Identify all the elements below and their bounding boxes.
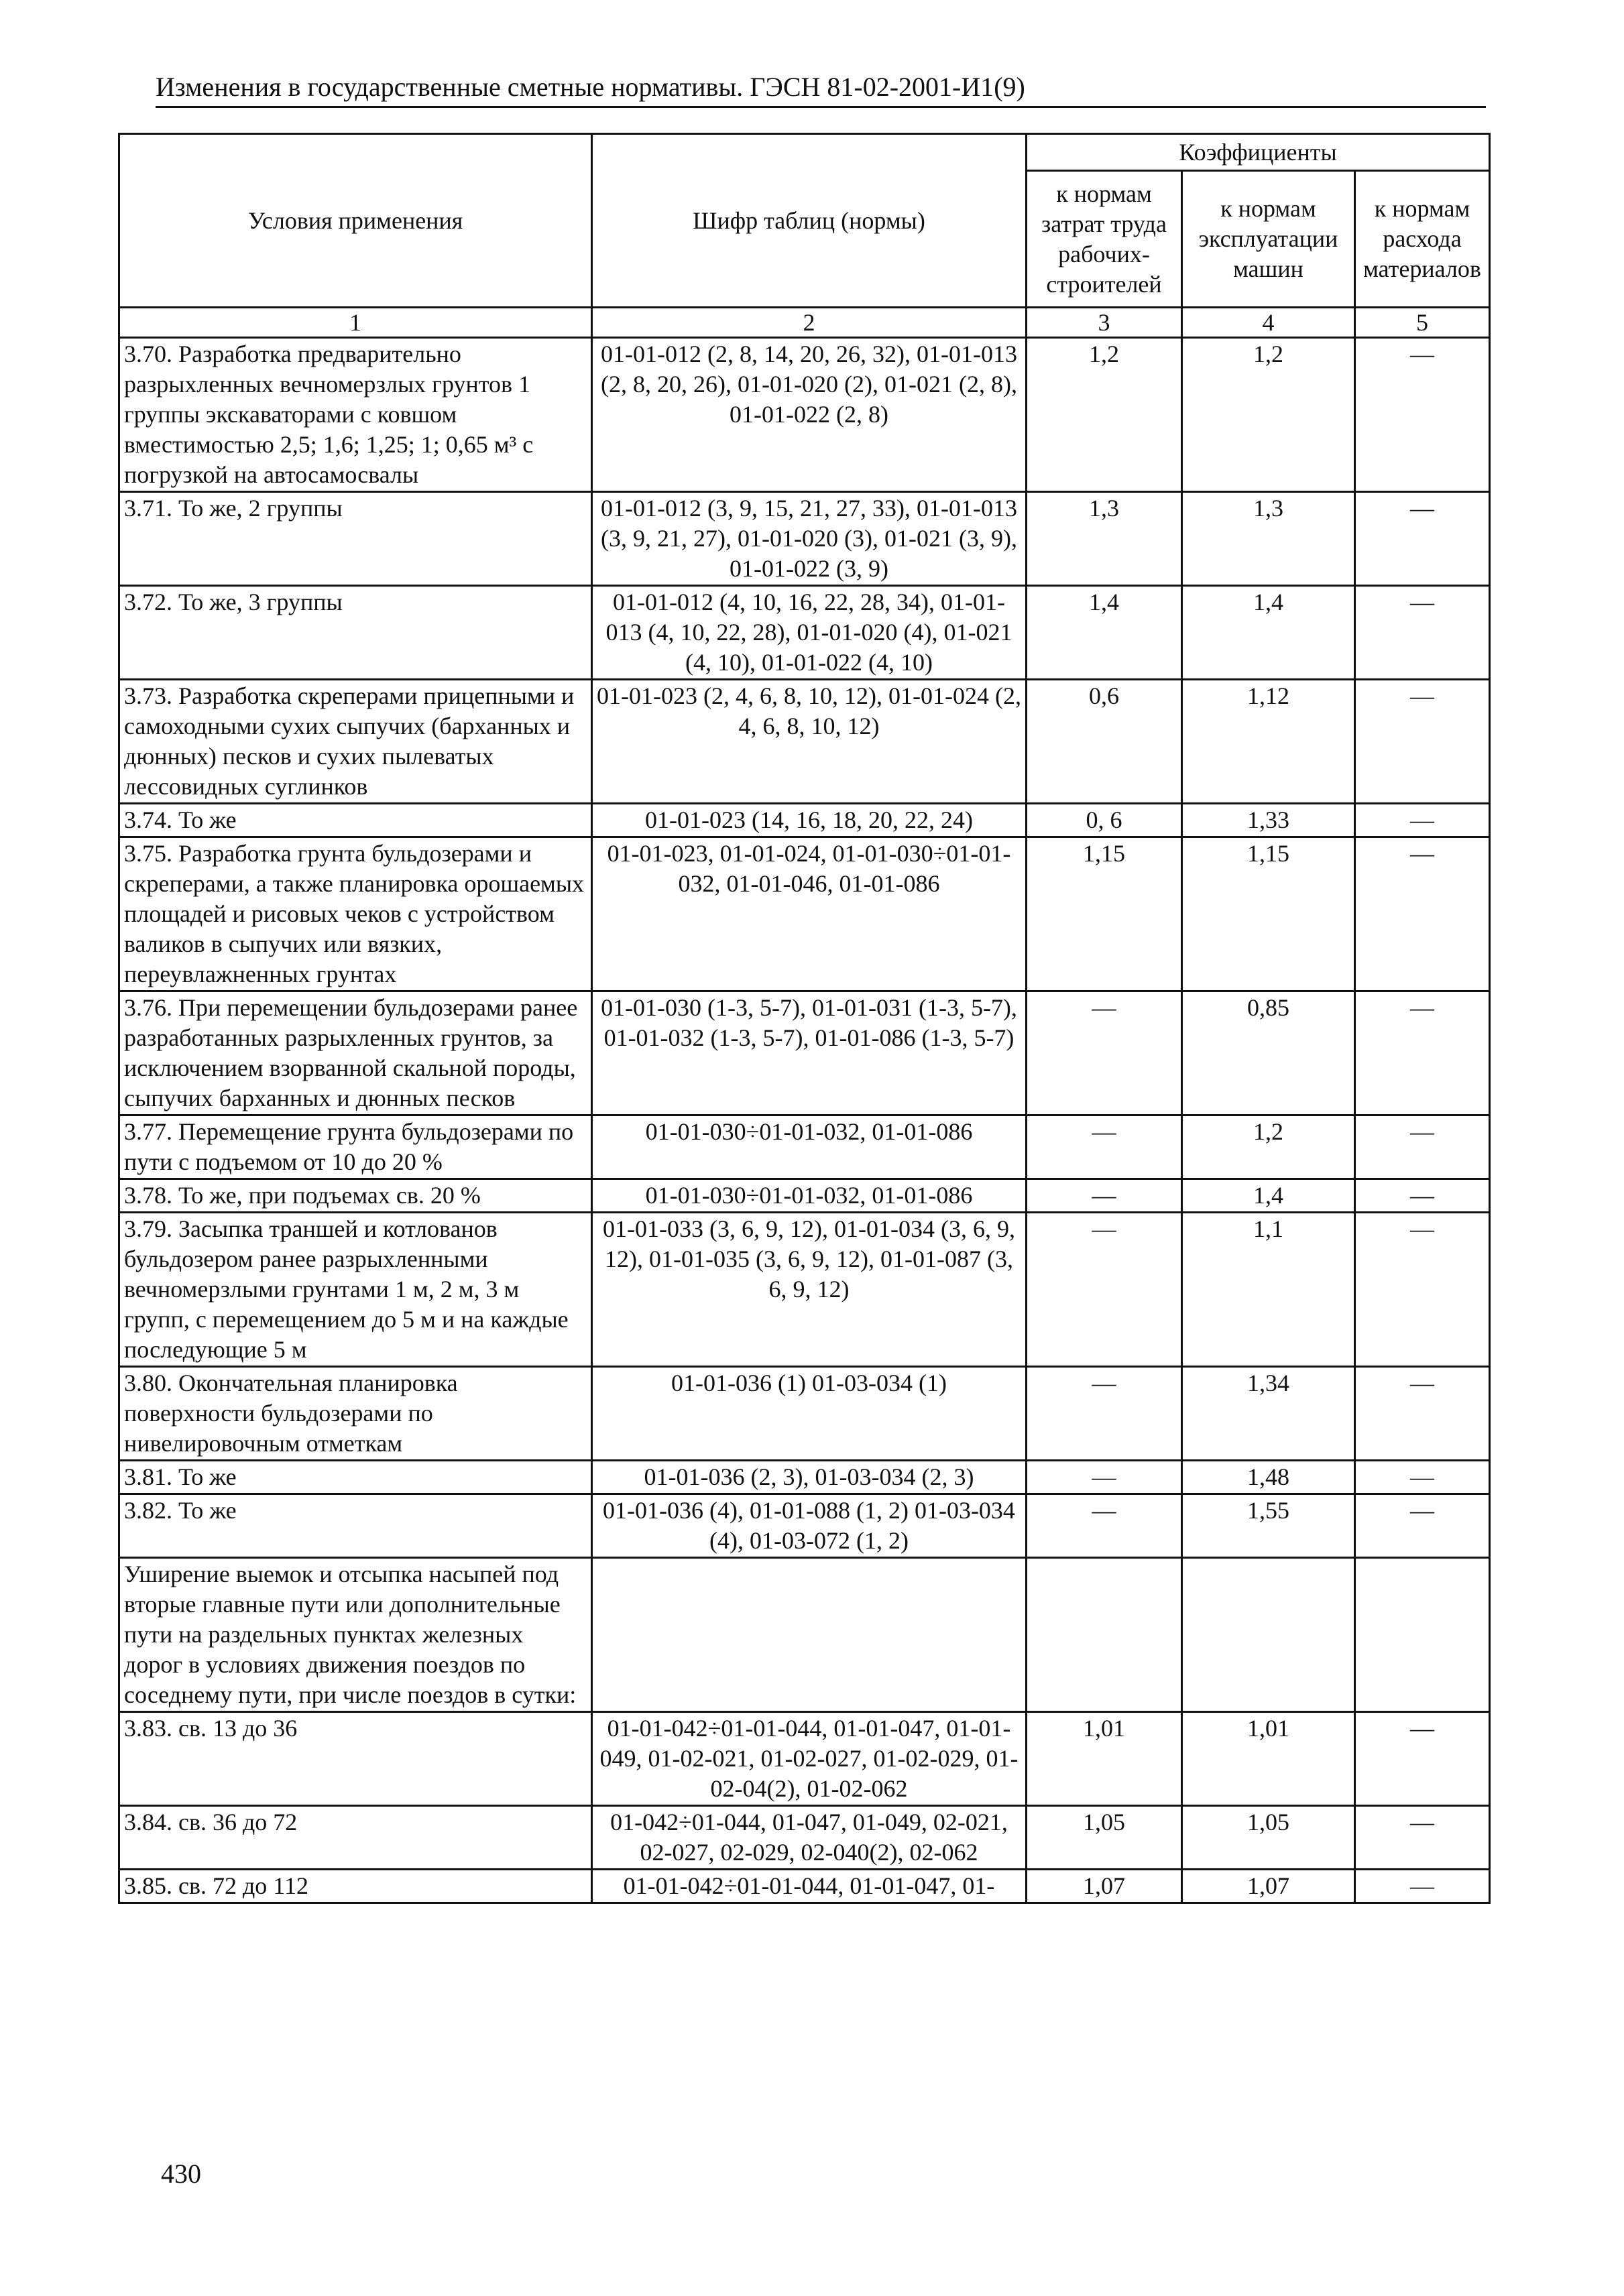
- table-row: [119, 1115, 1490, 1179]
- table-row: [119, 1712, 1490, 1806]
- code-cell: 01-01-033 (3, 6, 9, 12), 01-01-034 (3, 6, 9, 12), 01-01-035 (3, 6, 9, 12), 01-01-087 (3, 6, 9, 12): [592, 1213, 1027, 1367]
- table-row: [119, 1179, 1490, 1213]
- table-row: [119, 492, 1490, 586]
- materials-coefficient-cell: —: [1355, 1806, 1490, 1870]
- condition-cell: 3.71. То же, 2 группы: [119, 492, 592, 586]
- code-cell: 01-01-036 (4), 01-01-088 (1, 2) 01-03-034 (4), 01-03-072 (1, 2): [592, 1494, 1027, 1558]
- code-cell: 01-01-042÷01-01-044, 01-01-047, 01-: [592, 1870, 1027, 1903]
- labor-coefficient-cell: 1,01: [1027, 1712, 1182, 1806]
- materials-coefficient-cell: —: [1355, 837, 1490, 991]
- materials-coefficient-cell: —: [1355, 1494, 1490, 1558]
- machines-coefficient-cell: 1,3: [1182, 492, 1355, 586]
- condition-cell: 3.83. св. 13 до 36: [119, 1712, 592, 1806]
- machines-coefficient-cell: 1,2: [1182, 338, 1355, 492]
- materials-coefficient-cell: —: [1355, 1712, 1490, 1806]
- table-row: [119, 1806, 1490, 1870]
- table-row: [119, 804, 1490, 837]
- table-row: [119, 1367, 1490, 1461]
- labor-coefficient-cell: 1,4: [1027, 586, 1182, 680]
- table-row: [119, 1494, 1490, 1558]
- machines-coefficient-cell: 1,33: [1182, 804, 1355, 837]
- column-number: 4: [1182, 308, 1355, 338]
- machines-coefficient-cell: 1,4: [1182, 586, 1355, 680]
- labor-coefficient-cell: 0,6: [1027, 680, 1182, 804]
- code-cell: 01-01-023 (2, 4, 6, 8, 10, 12), 01-01-024 (2, 4, 6, 8, 10, 12): [592, 680, 1027, 804]
- code-cell: 01-01-030÷01-01-032, 01-01-086: [592, 1115, 1027, 1179]
- machines-coefficient-cell: 1,1: [1182, 1213, 1355, 1367]
- materials-coefficient-cell: —: [1355, 586, 1490, 680]
- labor-coefficient-cell: —: [1027, 1494, 1182, 1558]
- condition-cell: 3.85. св. 72 до 112: [119, 1870, 592, 1903]
- table-row: [119, 1870, 1490, 1903]
- materials-coefficient-cell: —: [1355, 1870, 1490, 1903]
- header-coefficients: Коэффициенты: [1027, 134, 1490, 171]
- materials-coefficient-cell: —: [1355, 680, 1490, 804]
- materials-coefficient-cell: —: [1355, 1461, 1490, 1494]
- labor-coefficient-cell: —: [1027, 1213, 1182, 1367]
- machines-coefficient-cell: 1,15: [1182, 837, 1355, 991]
- condition-cell: 3.74. То же: [119, 804, 592, 837]
- code-cell: 01-01-030÷01-01-032, 01-01-086: [592, 1179, 1027, 1213]
- materials-coefficient-cell: [1355, 1558, 1490, 1712]
- condition-cell: Уширение выемок и отсыпка насыпей под вторые главные пути или дополнительные пути на раздельных пунктах железных дорог в условиях движения поездов по соседнему пути, при числе поездов в сутки:: [119, 1558, 592, 1712]
- labor-coefficient-cell: 1,05: [1027, 1806, 1182, 1870]
- machines-coefficient-cell: 1,12: [1182, 680, 1355, 804]
- labor-coefficient-cell: 1,15: [1027, 837, 1182, 991]
- machines-coefficient-cell: 1,4: [1182, 1179, 1355, 1213]
- table-row: [119, 837, 1490, 991]
- column-number: 5: [1355, 308, 1490, 338]
- table-row: [119, 586, 1490, 680]
- labor-coefficient-cell: —: [1027, 1461, 1182, 1494]
- materials-coefficient-cell: —: [1355, 991, 1490, 1115]
- materials-coefficient-cell: —: [1355, 1367, 1490, 1461]
- machines-coefficient-cell: 1,2: [1182, 1115, 1355, 1179]
- labor-coefficient-cell: 0, 6: [1027, 804, 1182, 837]
- page-number: 430: [161, 2159, 201, 2189]
- materials-coefficient-cell: —: [1355, 338, 1490, 492]
- labor-coefficient-cell: 1,2: [1027, 338, 1182, 492]
- column-number: 3: [1027, 308, 1182, 338]
- condition-cell: 3.73. Разработка скреперами прицепными и самоходными сухих сыпучих (барханных и дюнных) песков и сухих пылеватых лессовидных суглинков: [119, 680, 592, 804]
- materials-coefficient-cell: —: [1355, 1213, 1490, 1367]
- table-row: [119, 680, 1490, 804]
- column-number-row: [119, 308, 1490, 338]
- header-materials: к нормам расхода материалов: [1355, 171, 1490, 308]
- code-cell: 01-01-036 (2, 3), 01-03-034 (2, 3): [592, 1461, 1027, 1494]
- header-conditions: Условия применения: [119, 134, 592, 308]
- materials-coefficient-cell: —: [1355, 1179, 1490, 1213]
- table-row: [119, 1461, 1490, 1494]
- machines-coefficient-cell: 1,34: [1182, 1367, 1355, 1461]
- machines-coefficient-cell: 1,55: [1182, 1494, 1355, 1558]
- materials-coefficient-cell: —: [1355, 1115, 1490, 1179]
- labor-coefficient-cell: 1,3: [1027, 492, 1182, 586]
- code-cell: 01-01-030 (1-3, 5-7), 01-01-031 (1-3, 5-7), 01-01-032 (1-3, 5-7), 01-01-086 (1-3, 5-7): [592, 991, 1027, 1115]
- condition-cell: 3.75. Разработка грунта бульдозерами и скреперами, а также планировка орошаемых площадей и рисовых чеков с устройством валиков в сыпучих или вязких, переувлажненных грунтах: [119, 837, 592, 991]
- condition-cell: 3.79. Засыпка траншей и котлованов бульдозером ранее разрыхленными вечномерзлыми грунтами 1 м, 2 м, 3 м групп, с перемещением до 5 м и на каждые последующие 5 м: [119, 1213, 592, 1367]
- code-cell: 01-01-012 (3, 9, 15, 21, 27, 33), 01-01-013 (3, 9, 21, 27), 01-01-020 (3), 01-021 (3, 9), 01-01-022 (3, 9): [592, 492, 1027, 586]
- table-row: [119, 991, 1490, 1115]
- condition-cell: 3.82. То же: [119, 1494, 592, 1558]
- coefficients-table: [118, 133, 1491, 1904]
- materials-coefficient-cell: —: [1355, 492, 1490, 586]
- header-machines: к нормам эксплуатации машин: [1182, 171, 1355, 308]
- labor-coefficient-cell: 1,07: [1027, 1870, 1182, 1903]
- labor-coefficient-cell: [1027, 1558, 1182, 1712]
- table-row: [119, 338, 1490, 492]
- machines-coefficient-cell: 1,05: [1182, 1806, 1355, 1870]
- condition-cell: 3.76. При перемещении бульдозерами ранее разработанных разрыхленных грунтов, за исключением взорванной скальной породы, сыпучих барханных и дюнных песков: [119, 991, 592, 1115]
- table-row: [119, 1213, 1490, 1367]
- table-row: [119, 1558, 1490, 1712]
- code-cell: 01-01-012 (4, 10, 16, 22, 28, 34), 01-01-013 (4, 10, 22, 28), 01-01-020 (4), 01-021 (4, 10), 01-01-022 (4, 10): [592, 586, 1027, 680]
- labor-coefficient-cell: —: [1027, 1179, 1182, 1213]
- column-number: 1: [119, 308, 592, 338]
- document-header: Изменения в государственные сметные нормативы. ГЭСН 81-02-2001-И1(9): [156, 70, 1486, 108]
- materials-coefficient-cell: —: [1355, 804, 1490, 837]
- header-code: Шифр таблиц (нормы): [592, 134, 1027, 308]
- machines-coefficient-cell: 1,01: [1182, 1712, 1355, 1806]
- labor-coefficient-cell: —: [1027, 991, 1182, 1115]
- machines-coefficient-cell: [1182, 1558, 1355, 1712]
- code-cell: 01-042÷01-044, 01-047, 01-049, 02-021, 02-027, 02-029, 02-040(2), 02-062: [592, 1806, 1027, 1870]
- code-cell: 01-01-023, 01-01-024, 01-01-030÷01-01-032, 01-01-046, 01-01-086: [592, 837, 1027, 991]
- condition-cell: 3.80. Окончательная планировка поверхности бульдозерами по нивелировочным отметкам: [119, 1367, 592, 1461]
- condition-cell: 3.72. То же, 3 группы: [119, 586, 592, 680]
- condition-cell: 3.70. Разработка предварительно разрыхленных вечномерзлых грунтов 1 группы экскаваторами с ковшом вместимостью 2,5; 1,6; 1,25; 1; 0,65 м³ с погрузкой на автосамосвалы: [119, 338, 592, 492]
- condition-cell: 3.81. То же: [119, 1461, 592, 1494]
- machines-coefficient-cell: 1,07: [1182, 1870, 1355, 1903]
- condition-cell: 3.84. св. 36 до 72: [119, 1806, 592, 1870]
- condition-cell: 3.77. Перемещение грунта бульдозерами по пути с подъемом от 10 до 20 %: [119, 1115, 592, 1179]
- machines-coefficient-cell: 0,85: [1182, 991, 1355, 1115]
- table-body: [119, 338, 1490, 1903]
- machines-coefficient-cell: 1,48: [1182, 1461, 1355, 1494]
- code-cell: 01-01-012 (2, 8, 14, 20, 26, 32), 01-01-013 (2, 8, 20, 26), 01-01-020 (2), 01-021 (2, 8), 01-01-022 (2, 8): [592, 338, 1027, 492]
- column-number: 2: [592, 308, 1027, 338]
- condition-cell: 3.78. То же, при подъемах св. 20 %: [119, 1179, 592, 1213]
- code-cell: 01-01-042÷01-01-044, 01-01-047, 01-01-049, 01-02-021, 01-02-027, 01-02-029, 01-02-04(2), 01-02-062: [592, 1712, 1027, 1806]
- code-cell: 01-01-023 (14, 16, 18, 20, 22, 24): [592, 804, 1027, 837]
- labor-coefficient-cell: —: [1027, 1115, 1182, 1179]
- labor-coefficient-cell: —: [1027, 1367, 1182, 1461]
- code-cell: 01-01-036 (1) 01-03-034 (1): [592, 1367, 1027, 1461]
- header-labor: к нормам затрат труда рабочих-строителей: [1027, 171, 1182, 308]
- code-cell: [592, 1558, 1027, 1712]
